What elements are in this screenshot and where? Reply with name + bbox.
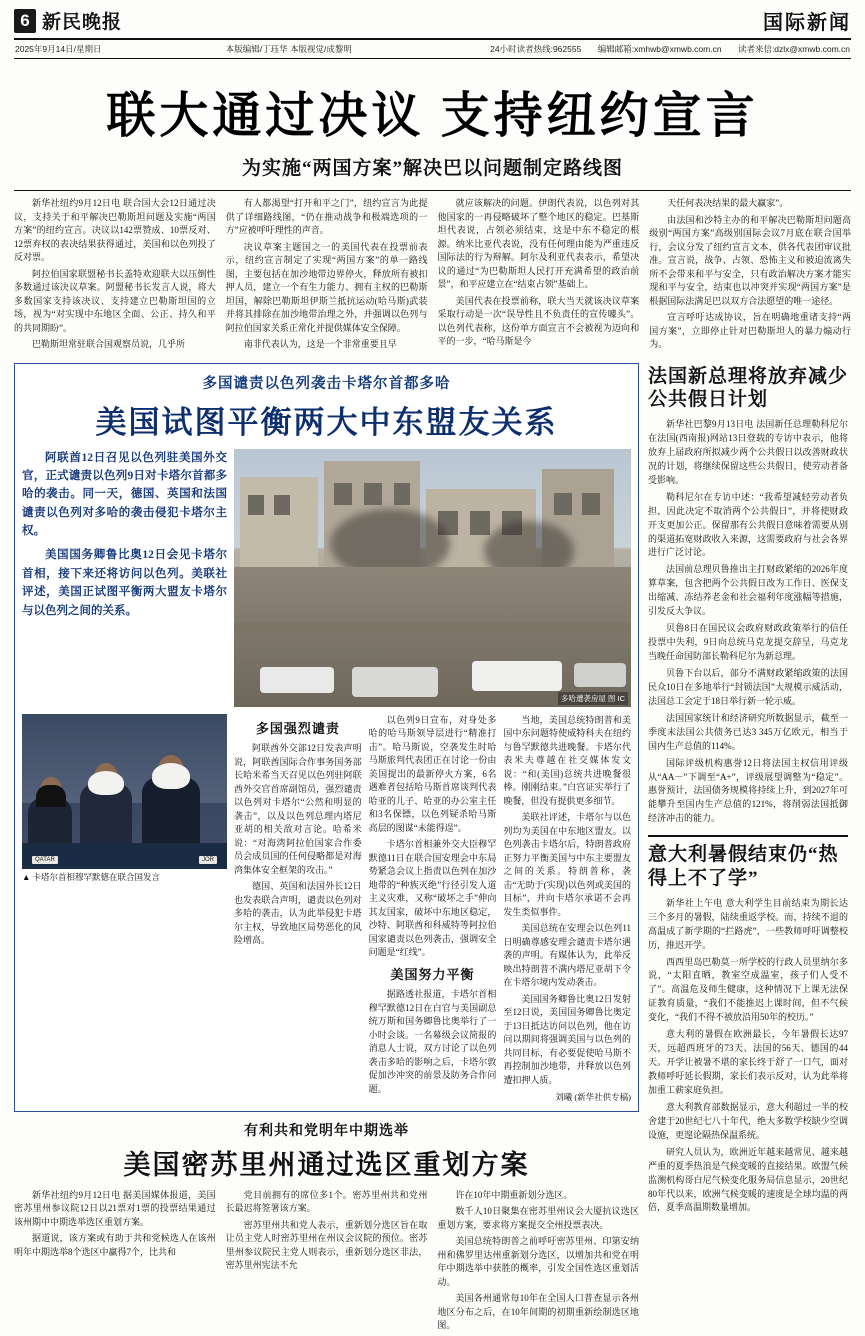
paragraph: 美联社评述，卡塔尔与以色列均为美国在中东地区盟友。以色列袭击卡塔尔后，特朗普政府正努力平衡美国与中东主要盟友之间的关系。特朗普称，袭击“无助于(实现)以色列或美国的目标”，并向卡塔尔承诺不会再发生类似事件。 (503, 812, 632, 917)
paragraph: 阿拉伯国家联盟秘书长盖特欢迎联大以压倒性多数通过该决议草案。阿盟秘书长发言人说，将大多数国家支持该决议、支持建立巴勒斯坦国的立场，视为“对实现中东地区全面、公正、持久和平的共同期盼”。 (14, 268, 216, 333)
paragraph: 贝鲁8日在国民议会政府财政政策举行的信任投票中失利，9日向总统马克龙提交辞呈，马克龙当晚任命国防部长勒科尼尔为新总理。 (648, 623, 848, 661)
page-body (14, 363, 851, 1336)
paragraph: 党目前拥有的席位多1个。密苏里州共和党州长最迟将签署该方案。 (225, 1189, 428, 1214)
feature-column-2 (369, 714, 497, 1104)
lead-column-3 (438, 197, 640, 355)
contact-line (476, 43, 850, 55)
paragraph: 数千人10日聚集在密苏里州议会大厦抗议选区重划方案，要求将方案提交全州投票表决。 (437, 1206, 640, 1230)
paragraph: 美国国务卿鲁比奥12日发射至12日说，美国国务卿鲁比奥定于13日抵达访问以色列，他在访问以期间将强调美国与以色列的共同目标，有必要促使哈马斯不再控制加沙地带，并释放以色列遭扣押人质。 (503, 993, 632, 1085)
page-number: 6 (14, 9, 36, 33)
nameplate-jordan: JOR (199, 856, 217, 864)
reader-letters: 读者来信:dzlx@xmwb.com.cn (737, 44, 850, 54)
masthead-left (14, 7, 122, 34)
paragraph: 美国代表在投票前称，联大当天就该决议草案采取行动是一次“误导性且不负责任的宣传噱头”。以色列代表称，这份单方面宣言不会被视为迈向和平的一步，“哈马斯是今 (437, 295, 640, 346)
paragraph: 德国、英国和法国外长12日也发表联合声明，谴责以色列对多哈的袭击，认为此举侵犯卡塔尔主权，导致地区局势恶化的风险增高。 (234, 881, 362, 945)
secondary-columns (14, 1189, 639, 1336)
paragraph: 宣言呼吁达成协议，旨在明确地重诸支持“两国方案”，立即停止针对巴勒斯坦人的暴力煽动行为。 (649, 312, 851, 349)
feature-main-photo (234, 449, 631, 707)
feature-column-1 (234, 714, 362, 1104)
right-article-2-title: 意大利暑假结束仍“热得上不了学” (648, 844, 839, 889)
paragraph: 意大利教育部数据显示，意大利超过一半的校舍建于20世纪七八十年代，绝大多数学校缺少空调设施，更遑论隔热保温系统。 (648, 1101, 848, 1140)
secondary-column-3 (437, 1189, 639, 1336)
paragraph: 新华社巴黎9月13日电 法国新任总理勒科尼尔在法国(西南报)网站13日登载的专访中表示，他将放弃上届政府所拟减少两个公共假日以改善财政状况的计划，将继续保留这些公共假日，使劳动者备受影响。 (648, 419, 848, 485)
page-headline: 联大通过决议 支持纽约宣言 (106, 88, 759, 143)
paragraph: 美国国务卿鲁比奥12日会见卡塔尔首相，接下来还将访问以色列。美联社评述，美国正试图平衡两大盟友卡塔尔与以色列之间的关系。 (22, 549, 227, 617)
feature-secondary-photo-block (22, 714, 227, 1104)
paragraph: 天任何表决结果的最大赢家”。 (667, 198, 789, 208)
feature-subhead-2: 美国努力平衡 (390, 966, 475, 982)
paragraph: 有人都渴望“打开和平之门”，纽约宣言为此提供了详细路线图，“仍在推动战争和极端选项的一方”应被呼吁理性的声音。 (225, 198, 428, 235)
feature-subhead-1: 多国强烈谴责 (255, 720, 340, 736)
feature-lead (22, 449, 227, 707)
masthead (14, 6, 851, 38)
headline-rule (14, 190, 851, 191)
paragraph: 当地，美国总统特朗普和美国中东问题特使威特科夫在纽约与鲁罕默德共进晚餐。卡塔尔代表米夫尊越在社交媒体发文说：“和(美国)总统共进晚餐很棒。刚刚结束。”白宫证实举行了晚餐，但没有提供更多细节。 (503, 714, 632, 806)
lead-column-4 (649, 197, 851, 355)
secondary-column-2 (226, 1189, 428, 1336)
date-line: 2025年9月14日/星期日 (15, 44, 102, 54)
editor-line: 本版编辑/丁珏华 本版视觉/成黎明 (225, 44, 352, 54)
page-subheadline: 为实施“两国方案”解决巴以问题制定路线图 (241, 158, 623, 179)
paragraph: 美国各州通常每10年在全国人口普查显示各州地区分布之后，在10年间期的初期重新绘制选区地图。 (437, 1293, 640, 1331)
paragraph: 国际评级机构惠誉12日将法国主权信用评级从“AA－”下调至“A+”，评级展望调整为“稳定”。惠誉预计，法国债务规模将持续上升，到2027年可能攀升至国内生产总值的121%，将削弱法国抵御经济冲击的能力。 (648, 757, 848, 824)
paragraph: 决议草案主题国之一的美国代表在投票前表示，纽约宣言制定了实现“两国方案”的单一路线图，主要包括在加沙地带边界停火，释放所有被扣押人员，建立一个有生力能力、拥有主权的巴勒斯坦国，解除巴勒斯坦伊斯兰抵抗运动(哈马斯)武装并将其排除在加沙地带治理之外，并强调以色列与阿拉伯国家关系正常化并提供媒体安全保障。 (225, 241, 428, 333)
paper-name: 新民晚报 (42, 12, 123, 33)
feature-column-3 (503, 714, 631, 1104)
paragraph: 新华社纽约9月12日电 据美国媒体报道，美国密苏里州参议院12日以21票对1票的投票结果通过该州期中中期选举选区重划方案。 (14, 1189, 216, 1227)
paragraph: 法国前总理贝鲁推出主打财政紧缩的2026年度算草案，包含把两个公共假日改为工作日、医保支出缩减、冻结养老金和社会福利年度涨幅等措施，引发反大争议。 (648, 564, 848, 617)
right-article-1-title: 法国新总理将放弃减少公共假日计划 (648, 365, 849, 411)
section-title: 国际新闻 (763, 12, 851, 34)
paragraph: 贝鲁下台以后，部分不满财政紧缩政策的法国民众10日在多地举行“封锁法国”大规模示威活动，法国总工会定于18日举行新一轮示威。 (648, 667, 848, 706)
feature-byline: 刘曦 (新华社供专稿) (555, 1092, 632, 1102)
feature-article (14, 363, 639, 1112)
feature-top (22, 449, 631, 707)
secondary-column-1 (14, 1189, 216, 1336)
paragraph: 法国国家统计和经济研究所数据显示，截至一季度末法国公共债务已达3 345万亿欧元，相当于国内生产总值的114%。 (648, 712, 848, 751)
paragraph: 勒科尼尔在专访中述：“我希望减轻劳动者负担，因此决定不取消两个公共假日”，并将使财政开支更加公正。保留那有公共假日意味着需要从别的渠道拓宽财政收入来源，这需要政府与社会各界进行广泛讨论。 (648, 491, 848, 558)
paragraph: 就应该解决的问题。伊朗代表说，以色列对其他国家的一再侵略破坏了整个地区的稳定。巴基斯坦代表说，占领必须结束，这是中东不稳定的根源。纳米比亚代表说，没有任何理由能为严重违反国际法的行为辩解。阿尔及利亚代表表示，希望决议的通过“为巴勒斯坦人民打开充满希望的政治前景”，和平应建立在“结束占领”基础上。 (437, 198, 640, 289)
feature-bottom (22, 714, 631, 1104)
feature-secondary-photo (22, 714, 227, 869)
feature-photo-caption: 多哈遭袭房屋 图 IC (558, 692, 628, 705)
feature-title: 美国试图平衡两大中东盟友关系 (95, 404, 558, 440)
paragraph: 由法国和沙特主办的和平解决巴勒斯坦问题高级别“两国方案”高级别国际会议7月底在联合国举行，会议分发了纽约宣言文本，供各代表团审议批准。宣言说，战争、占领、恐怖主义和被迫流离失所不会带来和平与安全，只有政治解决方案才能实现和平与安全，结束也以冲突并实现“两国方案”是根据国际法满足巴以双方合法愿望的唯一途径。 (649, 214, 851, 306)
left-zone (14, 363, 639, 1336)
paragraph: 巴勒斯坦常驻联合国观察员说，几乎所 (32, 339, 186, 349)
lead-column-1 (14, 197, 216, 355)
hotline: 24小时读者热线:962555 (490, 44, 582, 54)
paragraph: 新华社上午电 意大利学生目前结束为期长达三个多月的暑假，陆续重返学校。而，持续不退的高温成了新学期的“拦路虎”，一些教师呼吁调整校历，推迟开学。 (648, 897, 848, 950)
paragraph: 美国总统特朗普之前呼吁密苏里州、印第安纳州和佛罗里达州重新划分选区，以增加共和党在明年中期选举中获胜的概率，引发全国性选区重划活动。 (437, 1236, 640, 1287)
secondary-article (14, 1120, 639, 1336)
paragraph: 卡塔尔首相兼外交大臣穆罕默德11日在联合国安理会中东局势紧急会议上指责以色列在加沙地带的“种族灭绝”行径引发人道主义灾难，又称“破坏之手”伸向其友国家，破坏中东地区稳定，沙特、阿联酋和科威特等阿拉伯国家谴责以色列袭击，强调安全问题是“红线”。 (368, 839, 497, 957)
nameplate-qatar: QATAR (32, 856, 58, 864)
lead-column-2 (226, 197, 428, 355)
feature-kicker: 多国谴责以色列袭击卡塔尔首都多哈 (202, 375, 451, 392)
paragraph: 据道说，该方案或有助于共和党候选人在该州明年中期选举8个选区中赢得7个，比共和 (14, 1233, 216, 1257)
paragraph: 意大利的暑假在欧洲最长，今年暑假长达97天，远超西班牙的73天、法国的56天、德国的44天。开学让被暑不堪的家长终于舒了一口气，面对教师呼吁延长假期，家长们表示反对，认为此举将加重工薪家庭负担。 (648, 1029, 848, 1095)
secondary-title: 美国密苏里州通过选区重划方案 (123, 1149, 530, 1180)
info-line (14, 40, 851, 59)
paragraph: 密苏里州共和党人表示，重新划分选区旨在取让员主党人时密苏里州在州议会议院的预位。密苏里州参议院民主党人则表示，重新划分选区非法，密苏里州宪法不允 (225, 1219, 428, 1271)
secondary-kicker: 有利共和党明年中期选举 (244, 1123, 409, 1139)
paragraph: 南非代表认为，这是一个非常重要且早 (243, 339, 397, 349)
lead-article-columns (14, 197, 851, 355)
paragraph: 新华社纽约9月12日电 联合国大会12日通过决议，支持关于和平解决巴勒斯坦问题及实施“两国方案”的纽约宣言。决议以142票赞成、10票反对、12票弃权的表决结果获得通过，美国和以色列投了反对票。 (14, 198, 216, 262)
paragraph: 研究人员认为，欧洲近年越来越常见、越来越严重的夏季热浪是气候变暖的直接结果。欧盟气候监测机构哥白尼气候变化服务局信息显示，20世纪80年代以来，欧洲气候变暖的速度是全球均温的两倍，夏季高温期数量增加。 (648, 1146, 848, 1213)
paragraph: 阿联酋外交部12日发表声明说，阿联酋国际合作事务国务部长哈米希当天召见以色列驻阿联酋外交官首席副馆员，强烈谴责以色列对卡塔尔“公然和明显的袭击”，以及以色列总理内塔尼亚胡的相关敌对言论。哈希米说：“对海湾阿拉伯国家合作委员会成员国的任何侵略都是对海湾集体安全框架的攻击。” (234, 743, 362, 875)
paragraph: 据路透社报道，卡塔尔首相穆罕默德12日在白官与美国副总统万斯和国务卿鲁比奥举行了一小时会谈。一名幕级会议简报的消息人士说，双方讨论了以色列袭击多哈的影响之后，卡塔尔敦促加沙冲突的前景及防务合作问题。 (368, 989, 497, 1094)
paragraph: 西西里岛巴勒莫一所学校的行政人员里纳尔多说，“太阳直晒，教室空成温室，孩子们人受不了”。高温危及师生健康，这种情况下上课无法保证教育质量，“我们不能推迟上课时间，但不气候变化，“我们不得不被放沿用50年的校历。” (648, 956, 848, 1023)
paragraph: 美国总统在安理会以色列11日明确尊感安理会谴责卡塔尔遇袭的声明。有媒体认为，此举反映出特朗普不满内塔尼亚胡下令在卡塔尔境内发动袭击。 (503, 923, 632, 987)
paragraph: 阿联酋12日召见以色列驻美国外交官，正式谴责以色列9日对卡塔尔首都多哈的袭击。同一天，德国、英国和法国谴责以色列对多哈的袭击侵犯卡塔尔主权。 (22, 451, 227, 538)
feature-text-columns (234, 714, 631, 1104)
editor-email: 编辑邮箱:xmhwb@xmwb.com.cn (597, 44, 722, 54)
paragraph: 许在10年中期重新划分选区。 (455, 1189, 573, 1200)
right-zone (648, 363, 848, 1336)
feature-secondary-photo-caption: ▲ 卡塔尔首相穆罕默德在联合国发言 (22, 871, 161, 882)
paragraph: 以色列9日宣布，对身处多哈的哈马斯领导层进行“精准打击”。哈马斯说，空袭发生时哈马斯旅判代表团正在讨论一份由美国提出的最新停火方案，6名遇难者包括哈马斯首席谈判代表哈亚的儿子、哈亚的办公室主任和3名保镖，以色列疑杀哈马斯高层的图谋“未能得逞”。 (368, 714, 497, 833)
right-zone-divider (648, 835, 848, 837)
